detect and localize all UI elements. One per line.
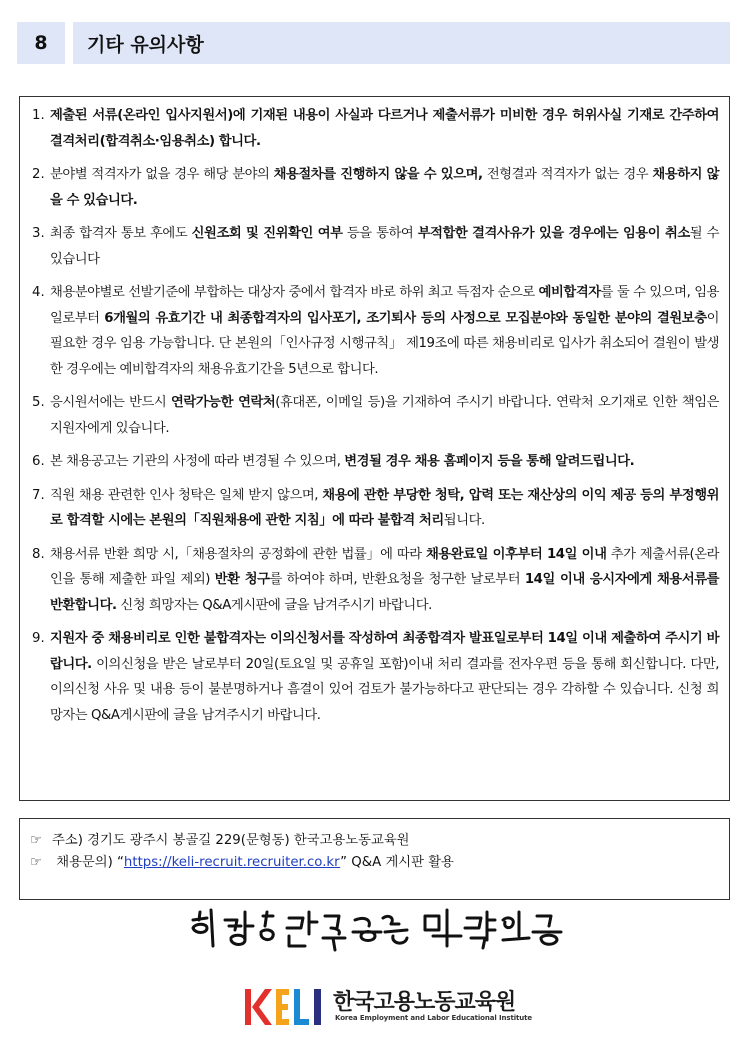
inquiry-line (30, 852, 729, 874)
notice-emphasis: 반환 청구 (214, 572, 270, 587)
notice-emphasis: 변경될 경우 채용 홈페이지 등을 통해 알려드립니다. (344, 454, 635, 469)
address-text: 주소) 경기도 광주시 봉골길 229(문형동) 한국고용노동교육원 (52, 833, 410, 848)
notice-emphasis: 6개월의 유효기간 내 최종합격자의 입사포기, 조기퇴사 등의 사정으로 모집분야와 동일한 분야의 결원보충 (104, 310, 707, 326)
notice-item-text (50, 483, 719, 534)
contact-box (19, 818, 730, 900)
notice-text-segment: 직원 채용 관련한 인사 청탁은 일체 받지 않으며, (50, 487, 323, 503)
notice-item-number: 3. (32, 226, 45, 241)
notice-emphasis: 채용에 관한 부당한 청탁, 압력 또는 재산상의 이익 제공 등의 부정행위로 합격할 시에는 본원의「직원채용에 관한 지침」에 따라 불합격 처리 (50, 487, 719, 528)
recruit-site-link[interactable]: https://keli-recruit.recruiter.co.kr (123, 855, 341, 870)
notice-emphasis: 예비합격자 (538, 285, 601, 300)
notice-item (32, 449, 719, 475)
notice-item-text (50, 626, 719, 728)
notice-emphasis: 채용절차를 진행하지 않을 수 있으며, (273, 167, 483, 182)
notice-item (32, 626, 719, 728)
notice-item (32, 542, 719, 619)
logo-name-korean: 한국고용노동교육원 (333, 990, 516, 1015)
notice-emphasis: 채용하지 않을 수 있습니다. (50, 167, 720, 208)
notice-item-number: 8. (32, 546, 45, 562)
inquiry-prefix: 채용문의) “ (56, 855, 124, 870)
notice-text-segment: 를 하여야 하며, 반환요청을 청구한 날로부터 (269, 572, 525, 587)
notice-text-segment: 전형결과 적격자가 없는 경우 (482, 167, 653, 182)
notice-item-text (50, 449, 719, 475)
notice-text-segment: 채용서류 반환 희망 시,「채용절차의 공정화에 관한 법률」에 따라 (50, 546, 426, 562)
notice-text-segment: 채용분야별로 선발기준에 부합하는 대상자 중에서 합격자 바로 하위 최고 득점자 순으로 (50, 285, 539, 300)
notice-text-segment: (휴대폰, 이메일 등)을 기재하여 주시기 바랍니다. 연락처 오기재로 인한 책임은 지원자에게 있습니다. (50, 395, 719, 436)
notice-item-text (50, 103, 719, 154)
notice-item-text (50, 542, 719, 619)
notice-emphasis: 신원조회 및 진위확인 여부 (191, 226, 343, 241)
notice-item-text (50, 390, 719, 441)
notice-emphasis: 채용완료일 이후부터 14일 이내 (425, 546, 607, 562)
notice-text-segment: 분야별 적격자가 없을 경우 해당 분야의 (50, 167, 274, 182)
notice-item-number: 1. (32, 108, 45, 123)
calligraphy-slogan (185, 906, 565, 962)
logo-name-english: Korea Employment and Labor Educational Institute (335, 1014, 533, 1022)
notice-item-number: 7. (32, 487, 45, 503)
notice-item-number: 6. (32, 454, 45, 469)
notice-item-text (50, 221, 719, 272)
notice-emphasis: 부적합한 결격사유가 있을 경우에는 임용이 취소 (417, 226, 690, 241)
notice-item-number: 4. (32, 285, 45, 300)
notice-item (32, 280, 719, 382)
notice-item-text (50, 162, 719, 213)
notice-emphasis: 연락가능한 연락처 (171, 395, 276, 410)
notice-text-segment: 됩니다. (443, 513, 485, 528)
notice-text-segment: 최종 합격자 통보 후에도 (50, 226, 192, 241)
notice-text-segment: 등을 통하여 (342, 226, 418, 241)
notice-list (19, 96, 730, 801)
notice-text-segment: 추가 제출서류(온라인을 통해 제출한 파일 제외) (50, 546, 719, 587)
pointing-hand-icon: ☞ (30, 833, 42, 848)
inquiry-suffix: ” Q&A 게시판 활용 (340, 855, 454, 870)
keli-logo (243, 983, 533, 1035)
pointing-hand-icon: ☞ (30, 855, 42, 870)
address-line (30, 830, 729, 852)
notice-item (32, 390, 719, 441)
notice-item (32, 103, 719, 154)
notice-text-segment: 신청 희망자는 Q&A게시판에 글을 남겨주시기 바랍니다. (116, 597, 432, 613)
notice-item (32, 162, 719, 213)
notice-text-segment: 를 둘 수 있으며, 임용일로부터 (50, 285, 719, 326)
notice-emphasis: 지원자 중 채용비리로 인한 불합격자는 이의신청서를 작성하여 최종합격자 발표일로부터 14일 이내 제출하여 주시기 바랍니다. (50, 631, 719, 672)
section-header (17, 22, 730, 64)
section-title: 기타 유의사항 (73, 22, 730, 64)
notice-text-segment: 이 필요한 경우 임용 가능합니다. 단 본원의「인사규정 시행규칙」 제19조에 따른 채용비리로 입사가 취소되어 결원이 발생한 경우에는 예비합격자의 채용유효기간을 5년으로 합니다. (50, 310, 719, 377)
notice-text-segment: 응시원서에는 반드시 (50, 395, 171, 410)
notice-text-segment: 될 수 있습니다 (50, 226, 719, 267)
notice-text-segment: 이의신청을 받은 날로부터 20일(토요일 및 공휴일 포함)이내 처리 결과를 전자우편 등을 통해 회신합니다. 다만, 이의신청 사유 및 내용 등이 불분명하거나 흠결이 있어 검토가 불가능하다고 판단되는 경우 각하할 수 있습니다. 신청 희망자는 Q&A게시판에 글을 남겨주시기 바랍니다. (50, 656, 719, 723)
notice-text-segment: 본 채용공고는 기관의 사정에 따라 변경될 수 있으며, (50, 454, 345, 469)
notice-item (32, 483, 719, 534)
notice-item (32, 221, 719, 272)
notice-item-number: 9. (32, 631, 45, 646)
section-number: 8 (17, 22, 65, 64)
notice-item-number: 5. (32, 395, 45, 410)
notice-item-number: 2. (32, 167, 45, 182)
notice-emphasis: 14일 이내 응시자에게 채용서류를 반환합니다. (50, 572, 720, 613)
keli-logo-mark (243, 985, 329, 1029)
notice-item-text (50, 280, 719, 382)
notice-emphasis: 제출된 서류(온라인 입사지원서)에 기재된 내용이 사실과 다르거나 제출서류가 미비한 경우 허위사실 기재로 간주하여 결격처리(합격취소·임용취소) 합니다. (50, 108, 719, 149)
